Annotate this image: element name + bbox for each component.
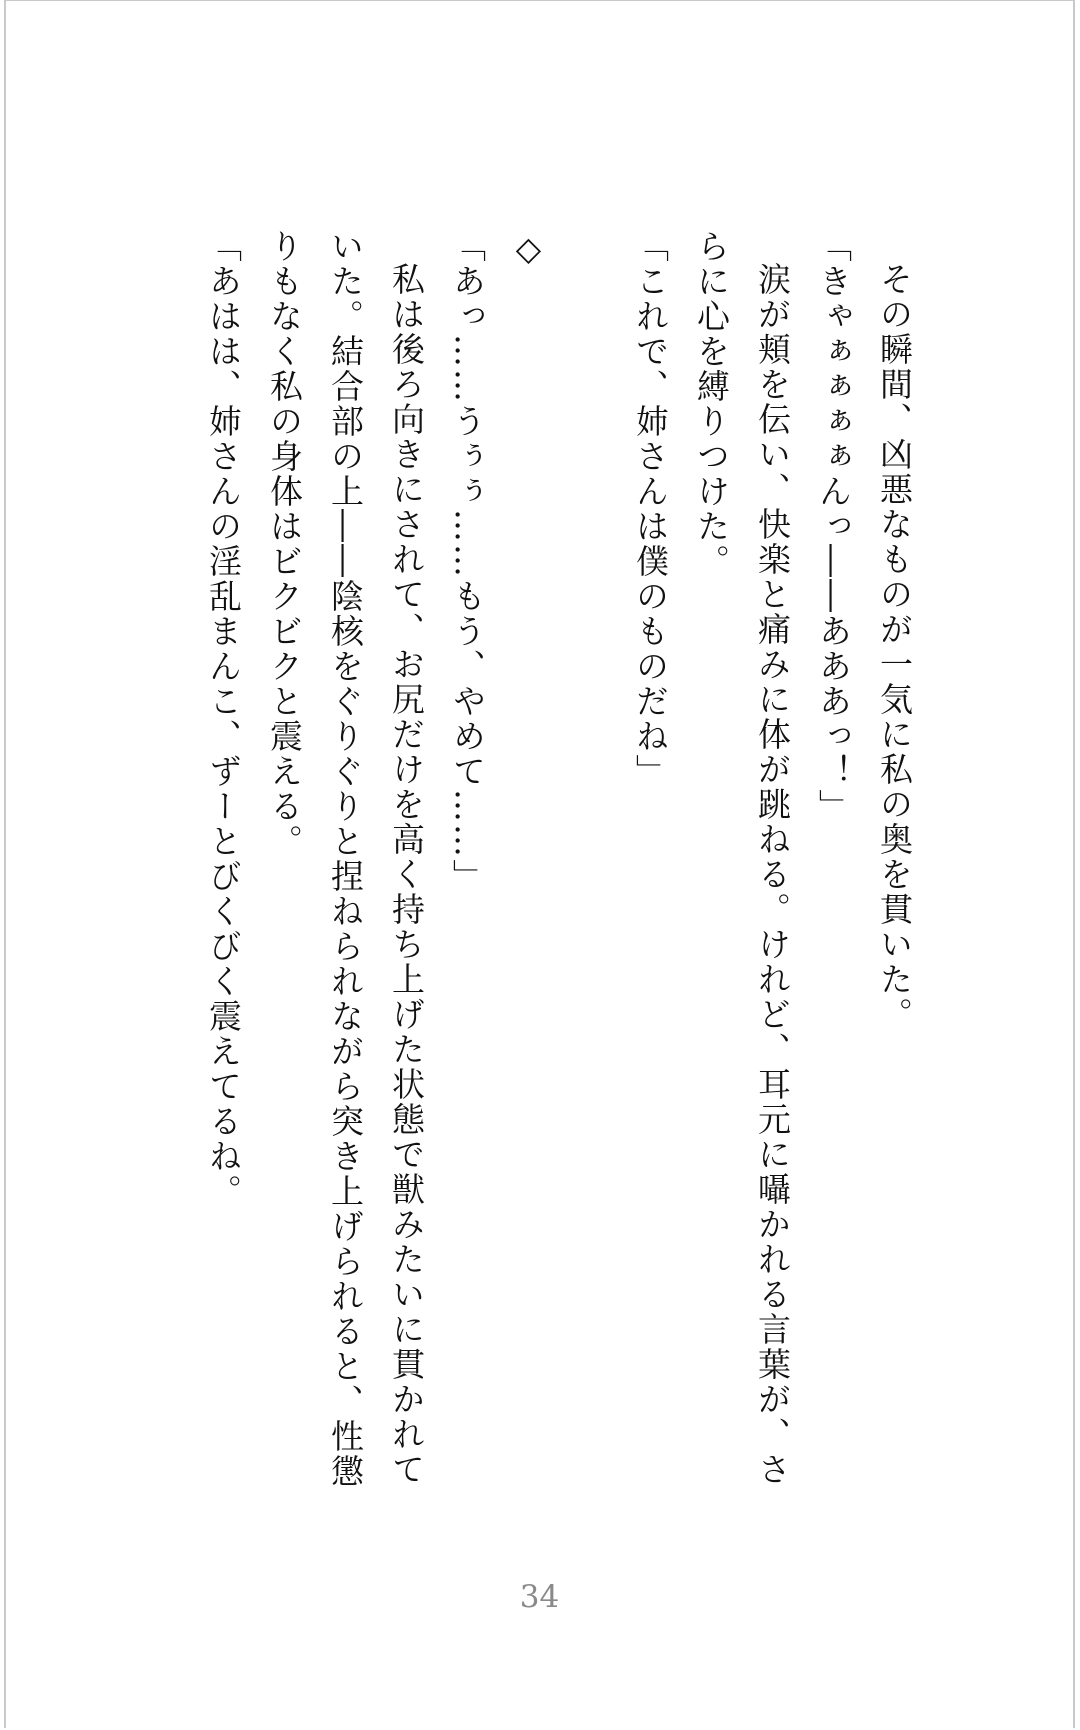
page-number: 34 (519, 1579, 560, 1615)
book-page (4, 0, 1075, 1728)
paragraph-1: その瞬間、凶悪なものが一気に私の奥を貫いた。 (875, 262, 914, 1032)
paragraph-5: 「あっ……うぅぅ……もう、やめて……」 (448, 229, 487, 894)
section-break-diamond: ◇ (509, 229, 548, 270)
blank-line (559, 229, 620, 1489)
paragraph-3: 涙が頬を伝い、快楽と痛みに体が跳ねる。けれど、耳元に囁かれる言葉が、さらに心を縛りつけた。 (692, 229, 792, 1487)
paragraph-4: 「これで、姉さんは僕のものだね」 (631, 229, 670, 789)
paragraph-7: 「あはは、姉さんの淫乱まんこ、ずーとびくびく震えてるね。 (204, 229, 243, 1209)
paragraph-2: 「きゃぁぁぁぁんっ――あああっ！」 (814, 229, 853, 824)
vertical-text-body (193, 229, 925, 1489)
paragraph-6: 私は後ろ向きにされて、お尻だけを高く持ち上げた状態で獣みたいに貫かれていた。結合部の上――陰核をぐりぐりと捏ねられながら突き上げられると、性懲りもなく私の身体はビクビクと震える。 (265, 229, 426, 1489)
